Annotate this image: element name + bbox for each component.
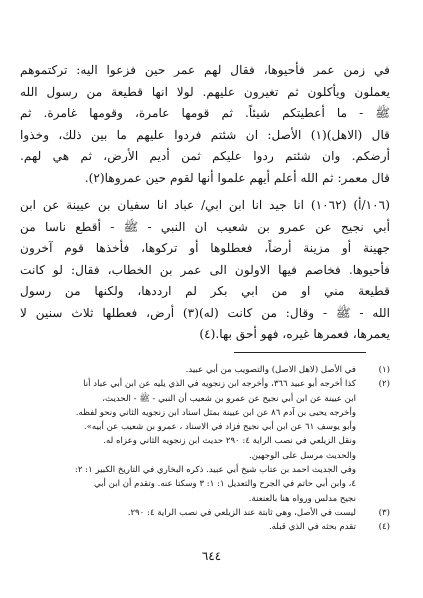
- footnote: [32, 506, 390, 520]
- footnote-line: في الأصل (لاهل الاصل) والتصويب من أبي عبيد.: [185, 365, 356, 375]
- footnote-line: ٤، وابن أبي حاتم في الجرح والتعديل ١: ١: ٣ وسكتا عنه. وتقدم أن ابن أبي: [93, 479, 356, 490]
- main-line: يعملون ويأكلون ثم تغيرون عليهم. لولا انها قطيعة من رسول الله: [20, 84, 390, 99]
- main-line: ﷺ - ما أعطيتكم شيئاً. ثم قومها عامرة، وقومها غامرة. ثم: [20, 106, 390, 120]
- main-line: قال (الاهل)(١) الأصل: ان شئتم فردوا عليهم ما بين ذلك، وخذوا: [20, 127, 390, 142]
- main-line: فأحيوها. فخاصم فيها الاولون الى عمر بن الخطاب، فقال: لو كانت: [20, 262, 390, 277]
- footnote-line: كذا أخرجه أبو عبيد ٣٦٦، وأخرجه ابن زنجويه في الذي يليه عن ابن أبي عباد أنا: [83, 379, 356, 390]
- main-text: [20, 60, 390, 346]
- footnotes: [32, 363, 390, 535]
- footnote-line: نجيح مدلس ورواه هنا بالعنعنة.: [248, 493, 356, 504]
- footnote-divider: [234, 352, 366, 353]
- footnote-number: (٣): [378, 507, 390, 518]
- main-line: قطيعة مني او من ابي بكر لم اردده‍ا، ولكنها من رسول: [20, 284, 390, 298]
- footnote-text: [32, 363, 356, 377]
- main-line: جهينة أو مزينة أرضاً، فعطلوها أو تركوها، فأخذها قوم آخرون: [20, 241, 390, 255]
- main-line: في زمن عمر فأحيوها، فقال لهم عمر حين فزعوا اليه: تركتموهم: [20, 63, 390, 77]
- footnote-line: ونقل الزيلعي في نصب الراية ٤: ٢٩٠ حديث ابن زنجويه الثاني وعزاه له.: [103, 436, 356, 447]
- footnote-text: [32, 506, 356, 520]
- hadith-heading-line: (١٠٦/أ) (١٠٦٢) انا جيد انا ابن ابي/ عباد انا سفيان بن عيينة عن ابن: [20, 198, 390, 212]
- footnote-number: (١): [378, 365, 390, 375]
- footnote-text: [32, 520, 356, 534]
- main-line: أبي نجيح عن عمرو بن شعيب ان النبي - ﷺ - أقطع ناسا من: [20, 219, 390, 234]
- footnote-line: ابن عيينة عن ابن أبي نجيح عن عمرو بن شعيب أن النبي - ﷺ - الحديث،: [102, 393, 356, 404]
- footnote-line: وفي الجديث احمد بن عتاب شيخ أبي عبيد. ذكره البخاري في التاريخ الكبير ١: ٢:: [74, 465, 356, 476]
- footnote: [32, 377, 390, 506]
- main-line: يعمرها، فعمرها غيره، فهو أحق بها.(٤): [199, 327, 390, 341]
- page-number: ٦٤٤: [201, 549, 222, 563]
- main-line: قال معمر: ثم الله أعلم أيهم علموا أنها لقوم حين عمروها(٢).: [84, 170, 390, 185]
- footnote-line: وأخرجه يحيى بن آدم ٨٦ عن ابن عيينة بمثل اسناد ابن زنجويه الثاني ونحو لفظه.: [75, 407, 356, 418]
- footnote-line: تقدم بحثه في الذي قبله.: [268, 522, 356, 533]
- footnote-line: ليست في الأصل، وهي ثابتة عند الزيلعي في نصب الراية ٤: ٢٩٠.: [127, 507, 356, 518]
- footnote-number: (٢): [378, 379, 390, 390]
- footnote-number: (٤): [378, 522, 390, 533]
- footnote: [32, 520, 390, 534]
- footnote: [32, 363, 390, 377]
- footnote-line: والحديث مرسل على الوجهين.: [248, 450, 356, 461]
- main-line: أرضكم. وان شئتم ردوا عليكم ثمن أديم الأرض، ثم هي لهم.: [20, 149, 390, 163]
- footnote-line: وأبو يوسف ٦١ عن ابن أبي نجيح فزاد في الاسناد ، عمرو بن شعيب عن أبيه».: [83, 422, 356, 433]
- main-line: الله - ﷺ - وقال: من كانت (له)(٣) أرض، فعطلها ثلاث سنين لا: [20, 305, 390, 320]
- footnote-text: [32, 377, 356, 506]
